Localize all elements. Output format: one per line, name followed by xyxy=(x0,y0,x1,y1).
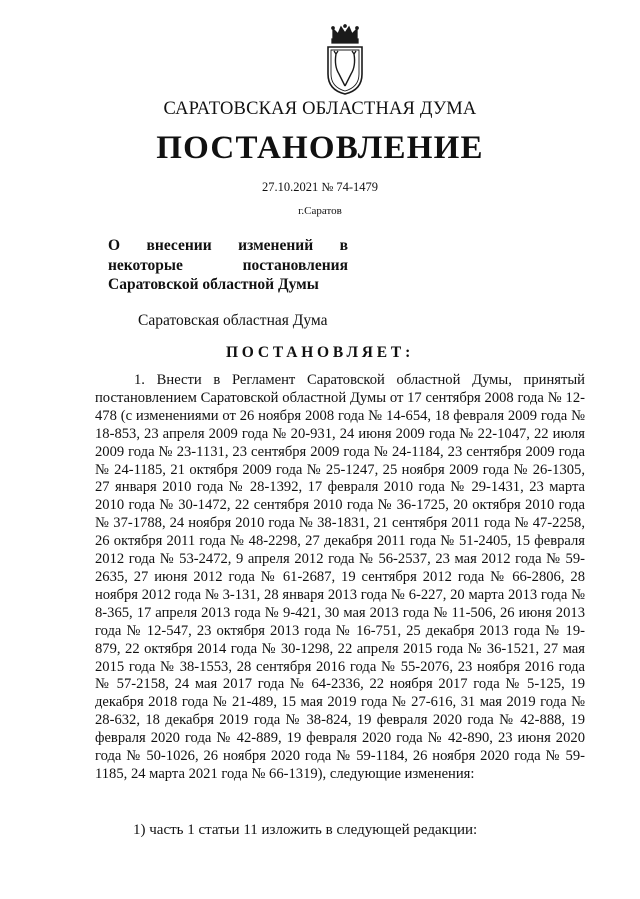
document-type-title: ПОСТАНОВЛЕНИЕ xyxy=(156,130,484,166)
paragraph-1: 1. Внести в Регламент Саратовской областной Думы, принятый постановлением Саратовской областной Думы от 17 сентября 2008 года № 12-478 (с изменениями от 26 ноября 2008 года № 14-654, 18 февраля 2009 года № 18-853, 23 апреля 2009 года № 20-931, 24 июня 2009 года № 22-1047, 22 июля 2009 года № 23-1131, 23 сентября 2009 года № 24-1184, 23 сентября 2009 года № 24-1185, 21 октября 2009 года № 25-1247, 25 ноября 2009 года № 26-1305, 27 января 2010 года № 28-1392, 17 февраля 2010 года № 29-1431, 23 марта 2010 года № 30-1472, 22 сентября 2010 года № 36-1725, 20 октября 2010 года № 37-1788, 24 ноября 2010 года № 38-1831, 21 сентября 2011 года № 47-2258, 26 октября 2011 года № 48-2298, 27 декабря 2011 года № 51-2405, 15 февраля 2012 года № 53-2472, 9 апреля 2012 года № 56-2537, 23 мая 2012 года № 59-2635, 27 июня 2012 года № 61-2687, 19 сентября 2012 года № 66-2806, 28 ноября 2012 года № 3-131, 28 января 2013 года № 6-227, 20 марта 2013 года № 8-365, 17 апреля 2013 года № 9-421, 30 мая 2013 года № 11-506, 26 июня 2013 года № 12-547, 23 октября 2013 года № 16-751, 25 декабря 2013 года № 19-879, 22 октября 2014 года № 30-1298, 22 апреля 2015 года № 36-1521, 27 мая 2015 года № 38-1553, 28 сентября 2016 года № 55-2076, 23 ноября 2016 года № 57-2158, 24 мая 2017 года № 64-2336, 22 ноября 2017 года № 5-125, 19 декабря 2018 года № 21-489, 15 мая 2019 года № 27-616, 31 мая 2019 года № 28-632, 18 декабря 2019 года № 38-824, 19 февраля 2020 года № 42-888, 19 февраля 2020 года № 42-889, 19 февраля 2020 года № 42-890, 23 июня 2020 года № 50-1026, 26 ноября 2020 года № 59-1184, 26 ноября 2020 года № 59-1185, 24 марта 2021 года № 66-1319), следующие изменения: xyxy=(95,372,585,782)
document-city: г.Саратов xyxy=(298,205,342,217)
issuer-name: Саратовская областная Дума xyxy=(138,312,328,329)
resolves-heading: ПОСТАНОВЛЯЕТ: xyxy=(225,344,415,361)
subitem-1: 1) часть 1 статьи 11 изложить в следующей редакции: xyxy=(133,822,478,838)
coat-of-arms-icon xyxy=(322,24,368,96)
document-date-number: 27.10.2021 № 74-1479 xyxy=(261,180,379,194)
document-subject: О внесении изменений в некоторые постановления Саратовской областной Думы xyxy=(108,237,348,293)
organization-name: САРАТОВСКАЯ ОБЛАСТНАЯ ДУМА xyxy=(163,99,477,119)
